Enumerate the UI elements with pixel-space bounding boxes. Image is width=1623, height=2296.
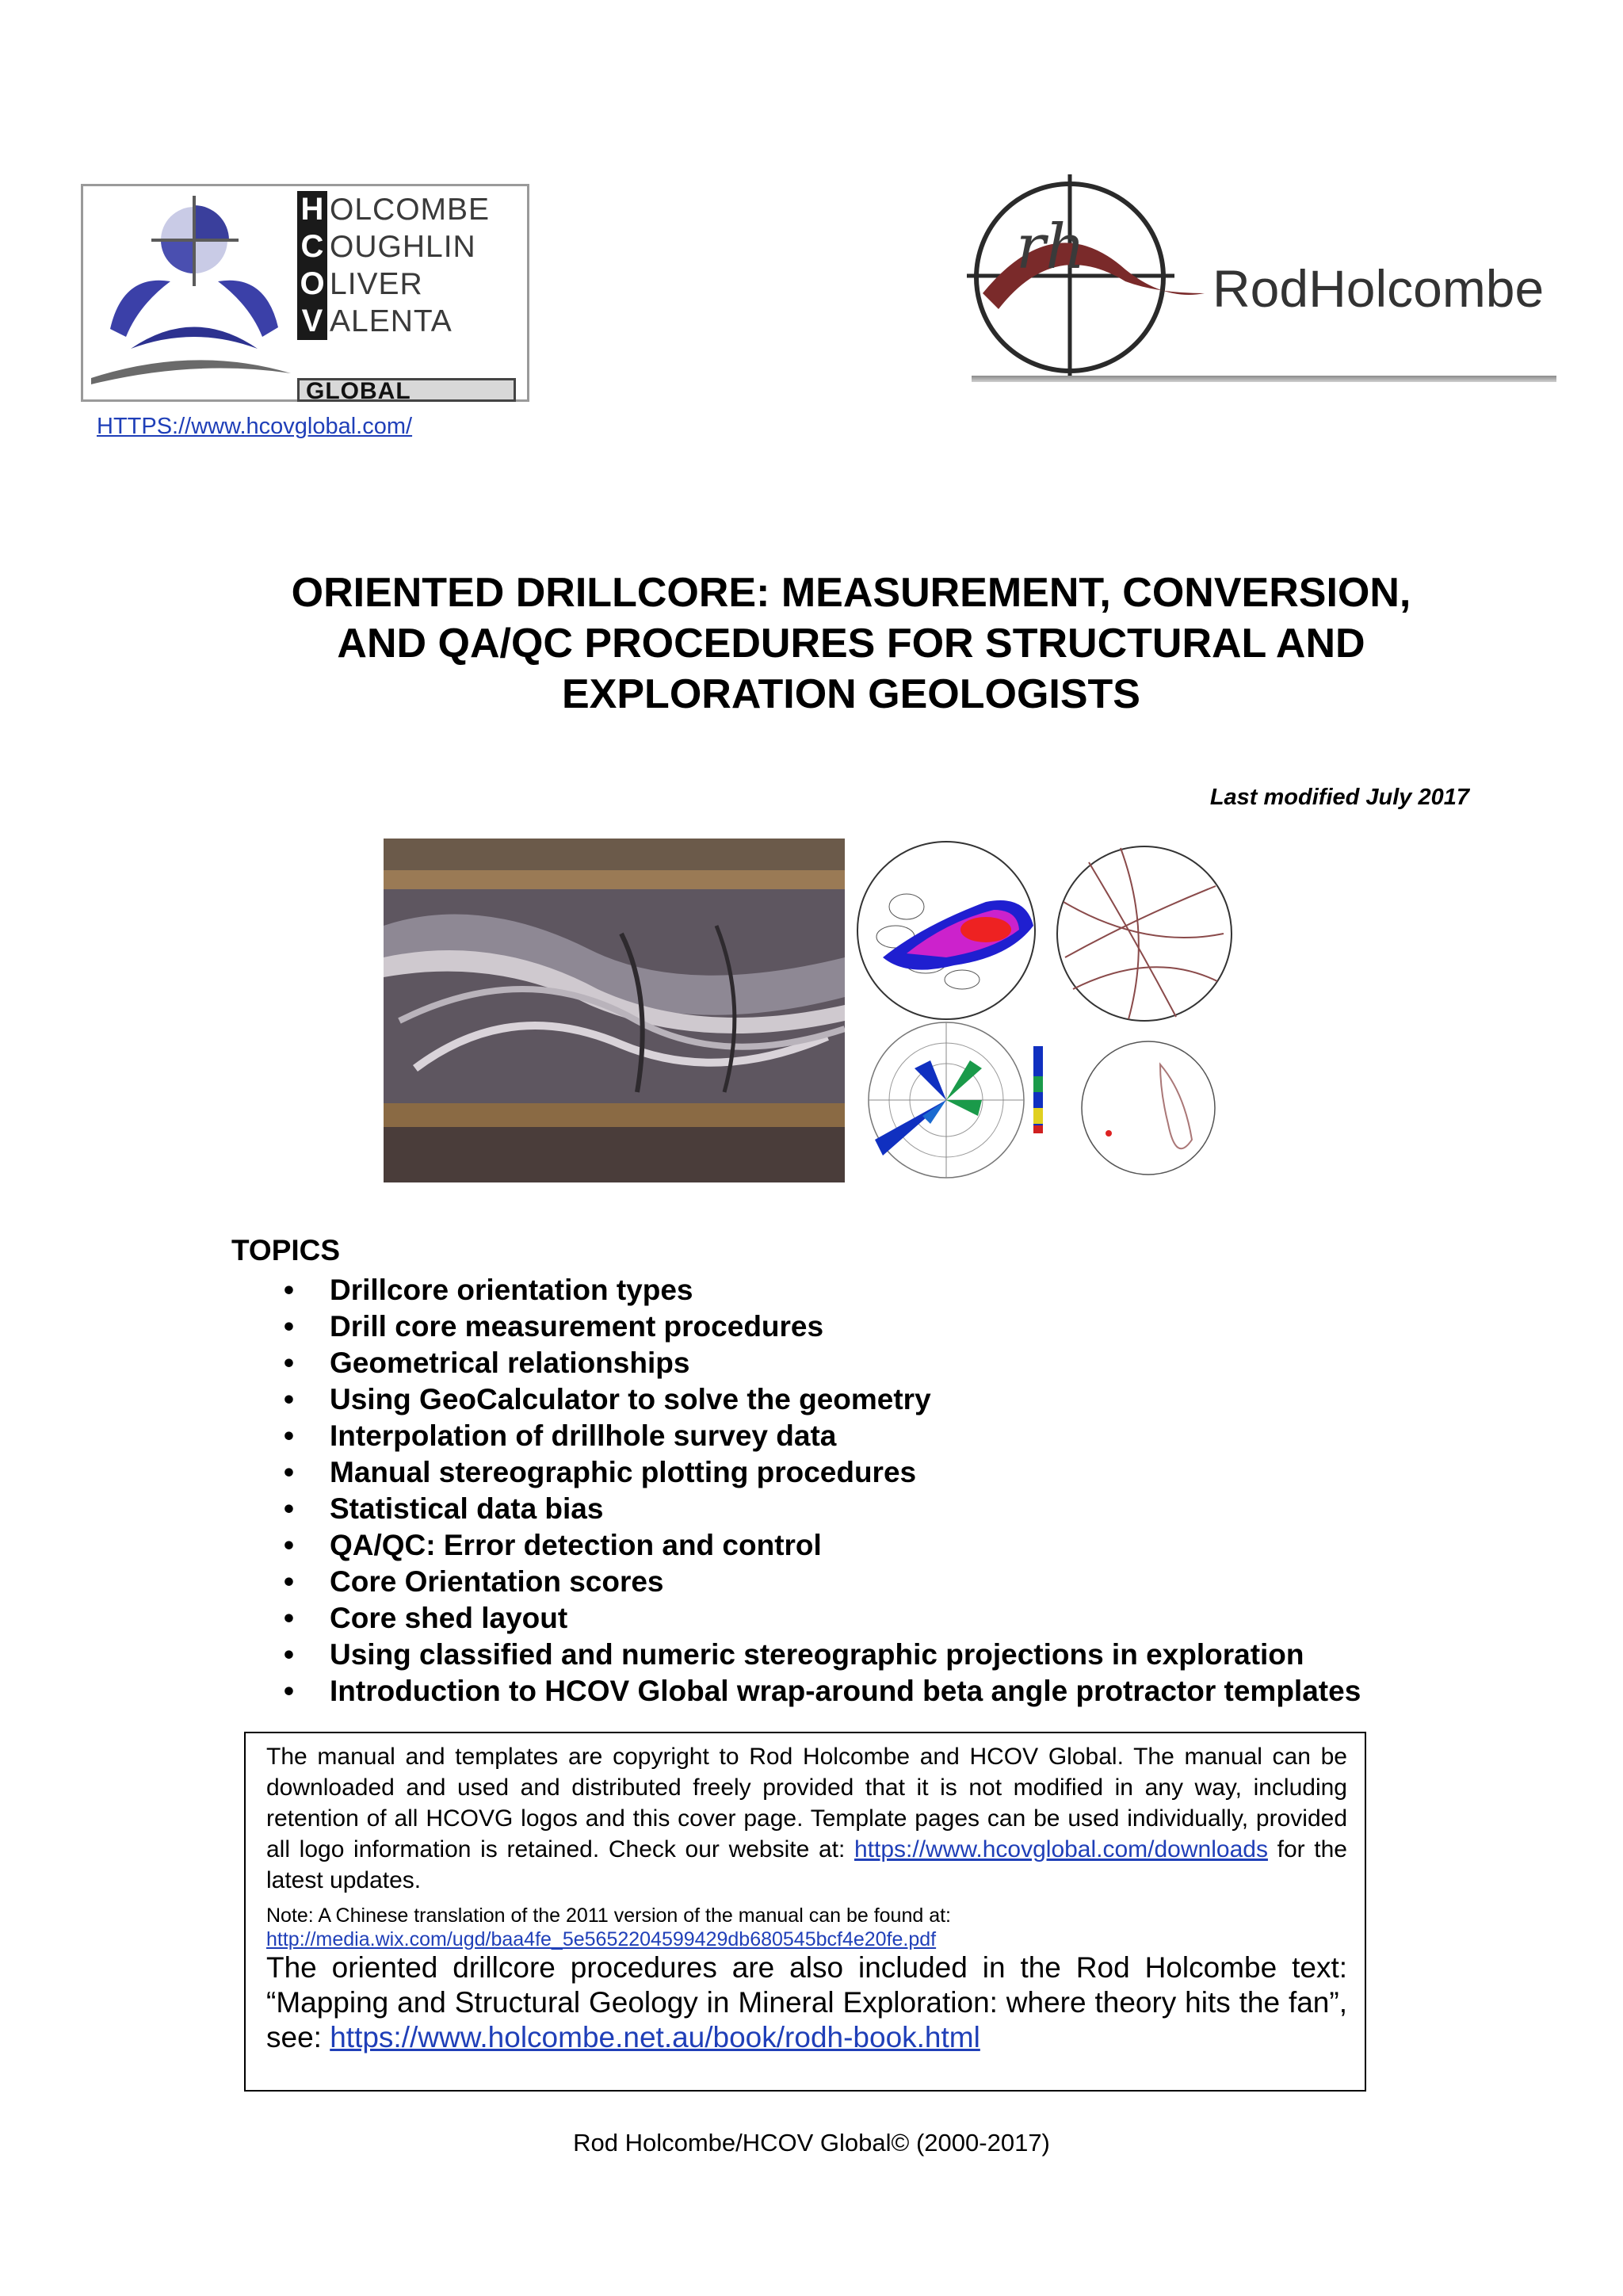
hcov-initial: O — [297, 266, 327, 303]
hcov-initial: C — [297, 228, 327, 266]
translation-note: Note: A Chinese translation of the 2011 version of the manual can be found at: — [266, 1904, 952, 1927]
stereonet-diagrams — [851, 839, 1235, 1182]
book-link[interactable]: https://www.holcombe.net.au/book/rodh-book.html — [330, 2021, 980, 2053]
hcov-name-part: OLCOMBE — [330, 192, 491, 227]
title-line-2: AND QA/QC PROCEDURES FOR STRUCTURAL AND — [337, 621, 1365, 667]
hcov-initial: V — [297, 303, 327, 340]
topic-text: Drillcore orientation types — [330, 1274, 693, 1306]
hcov-name-part: OUGHLIN — [330, 229, 476, 264]
copyright-end: for the latest updates. — [266, 1836, 1347, 1893]
topic-text: Drill core measurement procedures — [330, 1310, 824, 1343]
rodholcombe-wordmark: RodHolcombe — [1212, 259, 1545, 318]
hcov-name-part: ALENTA — [330, 304, 453, 338]
title-line-3: EXPLORATION GEOLOGISTS — [562, 671, 1140, 717]
bullet-icon: • — [284, 1492, 294, 1525]
hcov-website-link[interactable]: HTTPS://www.hcovglobal.com/ — [97, 414, 413, 439]
topic-text: Statistical data bias — [330, 1492, 604, 1525]
book-see: see: — [266, 2021, 330, 2053]
hcov-initial: H — [297, 191, 327, 228]
topic-text: Using GeoCalculator to solve the geometry — [330, 1383, 931, 1415]
svg-text:rh: rh — [1016, 212, 1086, 283]
hcov-row-oliver — [297, 266, 527, 303]
header-rule — [972, 376, 1556, 382]
hcov-emblem-icon — [83, 186, 297, 400]
bullet-icon: • — [284, 1565, 294, 1598]
bullet-icon: • — [284, 1310, 294, 1343]
translation-link-row — [266, 1927, 1347, 1951]
downloads-link[interactable]: https://www.hcovglobal.com/downloads — [854, 1836, 1268, 1862]
topics-heading: TOPICS — [231, 1234, 341, 1266]
topic-text: Geometrical relationships — [330, 1347, 690, 1379]
bullet-icon: • — [284, 1602, 294, 1634]
hcov-global-label: GLOBAL — [306, 378, 411, 404]
book-paragraph — [266, 1950, 1347, 2055]
topic-text: Interpolation of drillhole survey data — [330, 1419, 837, 1452]
copyright-notice-box — [244, 1732, 1366, 2092]
topic-text: Core shed layout — [330, 1602, 568, 1634]
bullet-icon: • — [284, 1638, 294, 1671]
topic-text: Core Orientation scores — [330, 1565, 664, 1598]
copyright-at: at: — [818, 1836, 854, 1862]
topic-text: QA/QC: Error detection and control — [330, 1529, 822, 1561]
translation-link[interactable]: http://media.wix.com/ugd/baa4fe_5e5652204599429db680545bcf4e20fe.pdf — [266, 1928, 937, 1950]
hcov-row-holcombe — [297, 191, 527, 228]
bullet-icon: • — [284, 1419, 294, 1452]
book-text: The oriented drillcore procedures are also included in the Rod Holcombe text: “Mapping and Structural Geology in Mineral Exploration: where theory hits the fan”, — [266, 1951, 1347, 2019]
document-title — [158, 567, 1544, 720]
hcov-wordmark — [297, 191, 527, 340]
topic-text: Introduction to HCOV Global wrap-around beta angle protractor templates — [330, 1675, 1361, 1707]
copyright-text: The manual and templates are copyright to Rod Holcombe and HCOV Global. The manual can be downloaded and used and distributed freely provided that it is not modified in any way, including retention of all HCOVG logos and this cover page. Template pages can be used individually, provided all logo information is retained. Check our website — [266, 1744, 1347, 1862]
bullet-icon: • — [284, 1529, 294, 1561]
hcov-global-bar — [297, 378, 516, 402]
hcov-row-valenta — [297, 303, 527, 340]
hcov-global-logo — [81, 184, 529, 402]
topic-text: Using classified and numeric stereographic projections in exploration — [330, 1638, 1304, 1671]
topic-text: Manual stereographic plotting procedures — [330, 1456, 917, 1488]
bullet-icon: • — [284, 1347, 294, 1379]
bullet-icon: • — [284, 1274, 294, 1306]
copyright-paragraph — [266, 1741, 1347, 1896]
bullet-icon: • — [284, 1383, 294, 1415]
title-line-1: ORIENTED DRILLCORE: MEASUREMENT, CONVERSION, — [291, 570, 1411, 616]
hcov-row-coughlin — [297, 228, 527, 266]
hcov-name-part: LIVER — [330, 266, 423, 301]
bullet-icon: • — [284, 1675, 294, 1707]
last-modified-date: Last modified July 2017 — [1209, 785, 1469, 810]
bullet-icon: • — [284, 1456, 294, 1488]
drillcore-photo — [384, 839, 845, 1182]
footer-copyright: Rod Holcombe/HCOV Global© (2000-2017) — [573, 2129, 1050, 2157]
